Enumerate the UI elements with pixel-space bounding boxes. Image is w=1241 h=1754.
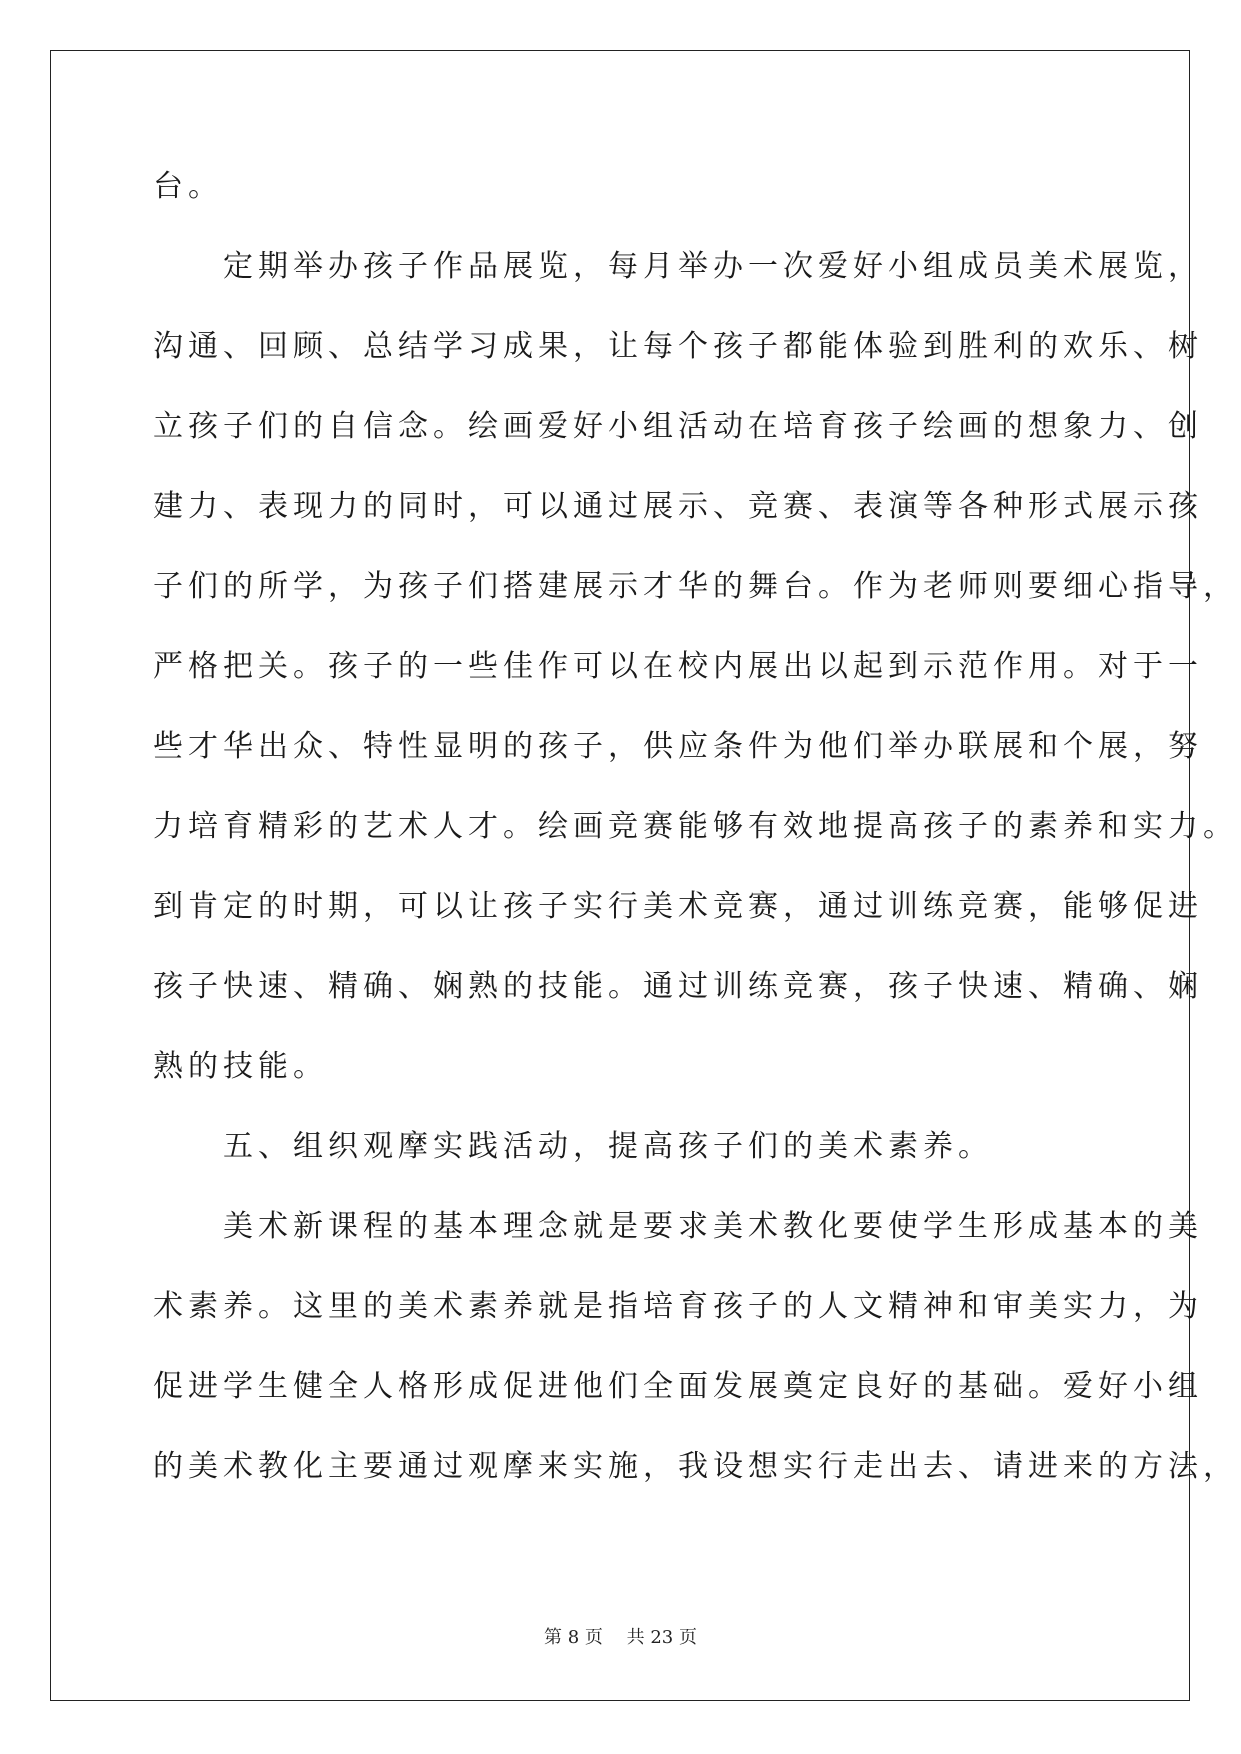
document-body [153,162,1238,1522]
body-line: 严格把关。孩子的一些佳作可以在校内展出以起到示范作用。对于一 [153,649,1203,684]
body-line: 到肯定的时期，可以让孩子实行美术竞赛，通过训练竞赛，能够促进 [153,889,1203,924]
body-line: 台。 [153,169,223,204]
body-line: 的美术教化主要通过观摩来实施，我设想实行走出去、请进来的方法， [153,1449,1238,1484]
body-line: 孩子快速、精确、娴熟的技能。通过训练竞赛，孩子快速、精确、娴 [153,969,1203,1004]
body-line: 力培育精彩的艺术人才。绘画竞赛能够有效地提高孩子的素养和实力。 [153,809,1238,844]
body-line: 美术新课程的基本理念就是要求美术教化要使学生形成基本的美 [153,1209,1203,1244]
section-heading-line: 五、组织观摩实践活动，提高孩子们的美术素养。 [153,1129,993,1164]
body-line: 定期举办孩子作品展览，每月举办一次爱好小组成员美术展览， [153,249,1203,284]
body-line: 促进学生健全人格形成促进他们全面发展奠定良好的基础。爱好小组 [153,1369,1203,1404]
body-line: 术素养。这里的美术素养就是指培育孩子的人文精神和审美实力，为 [153,1289,1203,1324]
body-line: 建力、表现力的同时，可以通过展示、竞赛、表演等各种形式展示孩 [153,489,1203,524]
body-line: 立孩子们的自信念。绘画爱好小组活动在培育孩子绘画的想象力、创 [153,409,1203,444]
body-line: 沟通、回顾、总结学习成果，让每个孩子都能体验到胜利的欢乐、树 [153,329,1203,364]
body-line: 熟的技能。 [153,1049,328,1084]
body-line: 子们的所学，为孩子们搭建展示才华的舞台。作为老师则要细心指导， [153,569,1238,604]
body-line: 些才华出众、特性显明的孩子，供应条件为他们举办联展和个展，努 [153,729,1203,764]
page-number-footer: 第 8 页 共 23 页 [544,1627,697,1648]
